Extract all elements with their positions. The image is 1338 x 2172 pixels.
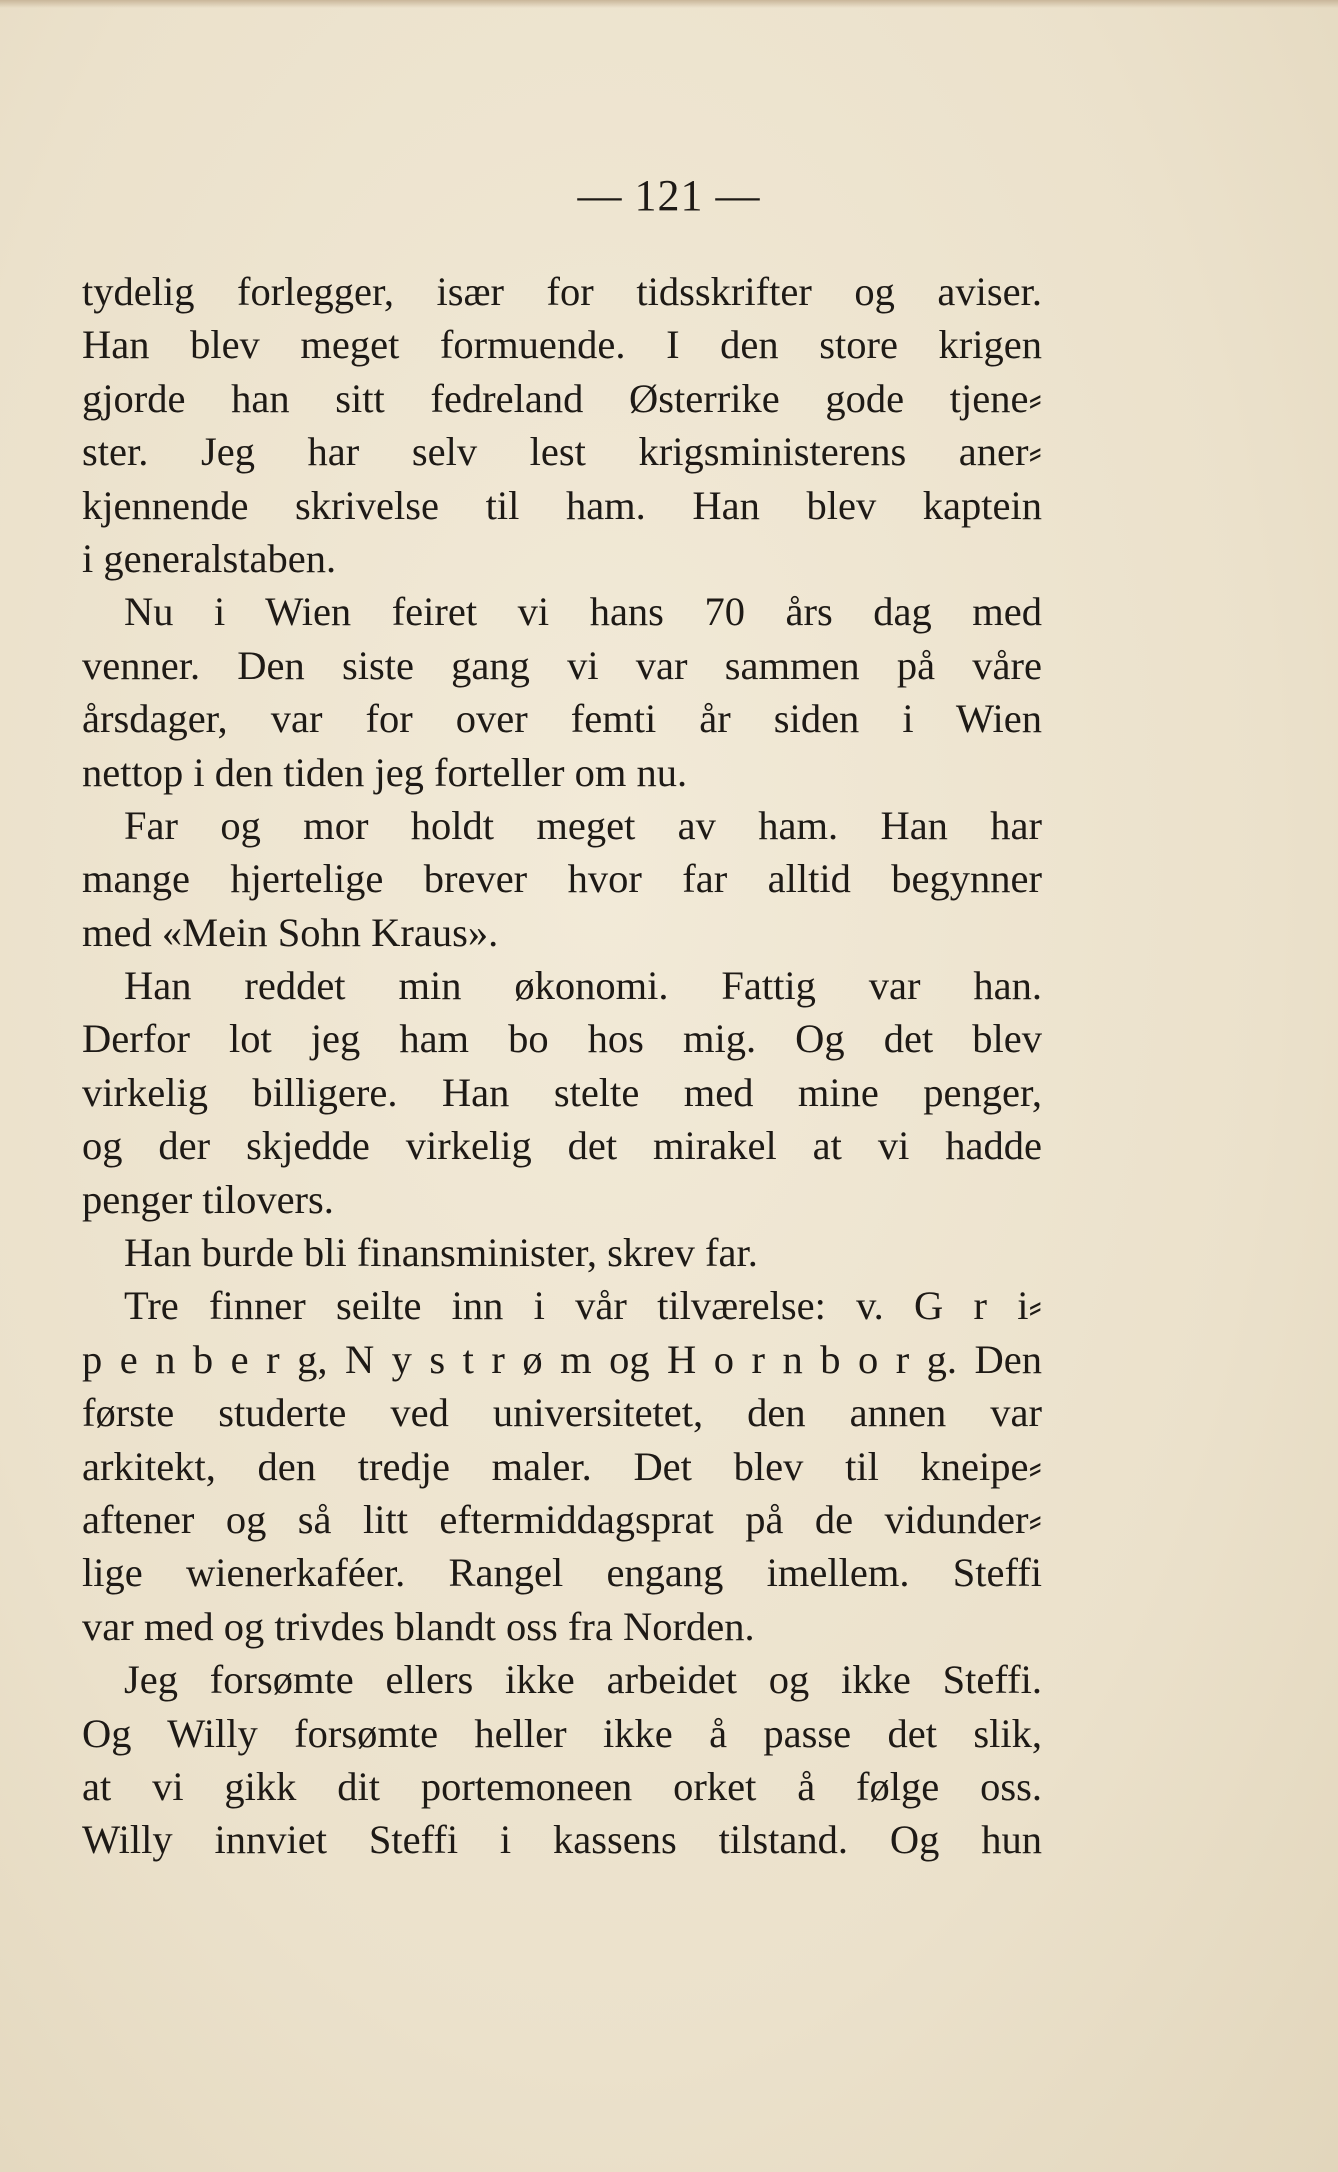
text-line: lige wienerkaféer. Rangel engang imellem. Steffi [82, 1550, 1042, 1596]
text-line: tydelig forlegger, især for tidsskrifter og aviser. [82, 269, 1042, 314]
page-number: — 121 — [577, 171, 761, 220]
text-line: ster. Jeg har selv lest krigsministerens aner⸗ [82, 429, 1042, 475]
text-line: kjennende skrivelse til ham. Han blev kaptein [82, 482, 1042, 528]
text-line: p e n b e r g, N y s t r ø m og H o r n b o r g. Den [82, 1336, 1042, 1382]
text-line: penger tilovers. [82, 1176, 334, 1222]
text-line: venner. Den siste gang vi var sammen på våre [82, 642, 1042, 688]
text-line: nettop i den tiden jeg forteller om nu. [82, 749, 688, 795]
text-line: i generalstaben. [82, 535, 337, 581]
text-line: Han burde bli finansminister, skrev far. [124, 1230, 758, 1276]
text-line: arkitekt, den tredje maler. Det blev til kneipe⸗ [82, 1443, 1042, 1489]
text-line: gjorde han sitt fedreland Østerrike gode tjene⸗ [82, 375, 1042, 421]
text-line: første studerte ved universitetet, den annen var [82, 1390, 1042, 1436]
page-top-edge [0, 0, 1338, 8]
text-line: virkelig billigere. Han stelte med mine penger, [82, 1069, 1042, 1115]
text-line: Willy innviet Steffi i kassens tilstand. Og hun [82, 1817, 1042, 1863]
text-line: Han reddet min økonomi. Fattig var han. [124, 963, 1042, 1009]
text-line: Og Willy forsømte heller ikke å passe det slik, [82, 1710, 1042, 1756]
text-line: mange hjertelige brever hvor far alltid begynner [82, 856, 1042, 902]
text-line: Nu i Wien feiret vi hans 70 års dag med [124, 589, 1042, 635]
body-text [82, 265, 1042, 1867]
text-line: årsdager, var for over femti år siden i Wien [82, 696, 1042, 742]
text-line: aftener og så litt eftermiddagsprat på de vidunder⸗ [82, 1496, 1042, 1542]
text-line: med «Mein Sohn Kraus». [82, 909, 499, 955]
text-line: at vi gikk dit portemoneen orket å følge oss. [82, 1763, 1042, 1809]
text-line: Tre finner seilte inn i vår tilværelse: v. G r i⸗ [124, 1283, 1042, 1329]
text-line: Far og mor holdt meget av ham. Han har [124, 802, 1042, 848]
text-line: Jeg forsømte ellers ikke arbeidet og ikke Steffi. [124, 1657, 1042, 1703]
text-line: var med og trivdes blandt oss fra Norden. [82, 1603, 755, 1649]
text-line: og der skjedde virkelig det mirakel at vi hadde [82, 1123, 1042, 1169]
text-line: Han blev meget formuende. I den store krigen [82, 322, 1042, 368]
text-line: Derfor lot jeg ham bo hos mig. Og det blev [82, 1016, 1042, 1062]
